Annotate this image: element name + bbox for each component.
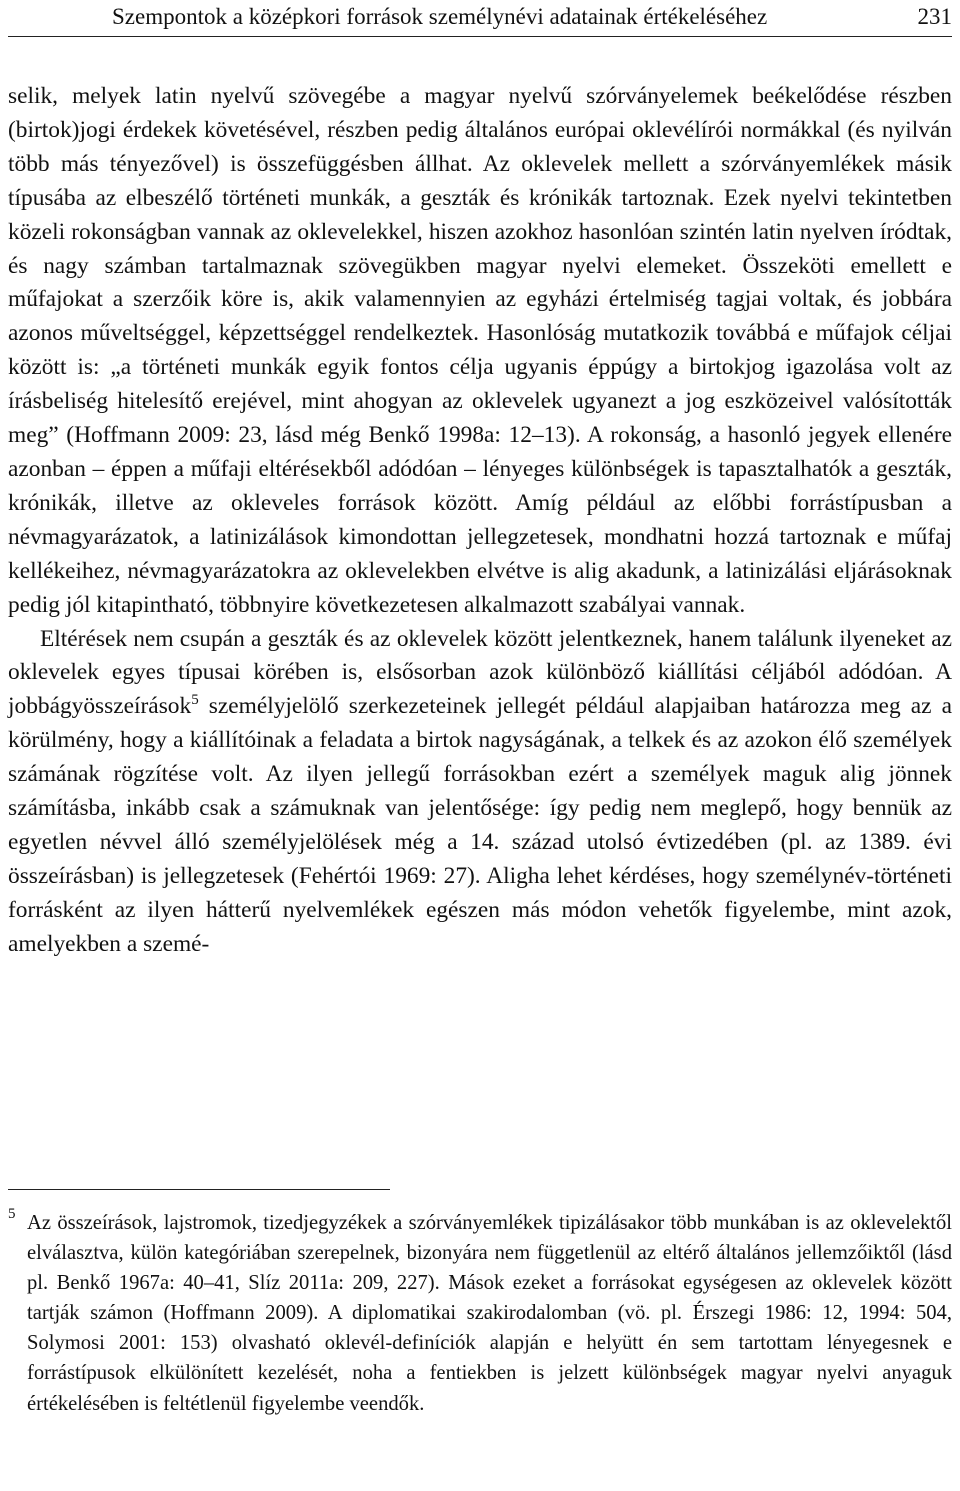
paragraph-2-text-b: személyjelölő szerkezeteinek jellegét például alapjaiban határozza meg az a körülmény, hogy a kiállítóinak a feladata a birtok nagyságának, a telkek és az azokon élő személyek számának rögzítése volt. Az ilyen jellegű forrásokban ezért a személyek maguk alig jönnek számításba, inkább csak a számuknak van jelentősége: így pedig nem meglepő, hogy bennük az egyetlen névvel álló személyjelölések még a 14. század utolsó évtizedében (pl. az 1389. évi összeírásban) is jellegzetesek (Fehértói 1969: 27). Aligha lehet kérdéses, hogy személynév-történeti forrásként az ilyen hátterű nyelvemlékek egészen más módon vehetők figyelembe, mint azok, amelyekben a szemé- bbox=[8, 693, 952, 957]
page-number: 231 bbox=[917, 4, 952, 29]
footnote bbox=[8, 1208, 952, 1419]
footnote-text: Az összeírások, lajstromok, tizedjegyzékek a szórványemlékek tipizálásakor több munkában is az oklevelektől elválasztva, külön kategóriában szerepelnek, bizonyára nem függetlenül az eltérő általános jellemzőiktől (lásd pl. Benkő 1967a: 40–41, Slíz 2011a: 209, 227). Mások ezeket a forrásokat egységesen az oklevelek között tartják számon (Hoffmann 2009). A diplomatikai szakirodalomban (vö. pl. Érszegi 1986: 12, 1994: 504, Solymosi 2001: 153) olvasható oklevél-definíciók alapján e helyütt én sem tartottam lényegesnek e forrástípusok elkülönített kezelését, noha a fentiekben is jelzett különbségek magyar nyelvi anyaguk értékelésében is feltétlenül figyelembe veendők. bbox=[27, 1212, 952, 1415]
paragraph-2 bbox=[8, 623, 952, 962]
paragraph-1: selik, melyek latin nyelvű szövegébe a magyar nyelvű szórványelemek beékelődése részben (birtok)jogi érdekek követésével, részben pedig általános európai oklevélírói normákkal (és nyilván több más tényezővel) is összefüggésben állhat. Az oklevelek mellett a szórványemlékek másik típusába az elbeszélő történeti munkák, a geszták és krónikák tartoznak. Ezek nyelvi tekintetben közeli rokonságban vannak az oklevelekkel, hiszen azokhoz hasonlóan szintén latin nyelven íródtak, és nagy számban tartalmaznak szövegükben magyar nyelvi elemeket. Összeköti emellett e műfajokat a szerzőik köre is, akik valamennyien az egyházi értelmiség tagjai voltak, és jobbára azonos műveltséggel, képzettséggel rendelkeztek. Hasonlóság mutatkozik továbbá e műfajok céljai között is: „a történeti munkák egyik fontos célja ugyanis éppúgy a birtokjog igazolása volt az írásbeliség hitelesítő erejével, mint ahogyan az oklevelek ugyanezt a jog eszközeivel valósították meg” (Hoffmann 2009: 23, lásd még Benkő 1998a: 12–13). A rokonság, a hasonló jegyek ellenére azonban – éppen a műfaji eltérésekből adódóan – lényeges különbségek is tapasztalhatók a geszták, krónikák, illetve az okleveles források között. Amíg például az előbbi forrástípusban a névmagyarázatok, a latinizálások kimondottan jellegzetesek, mondhatni hozzá tartoznak e műfaj kellékeihez, névmagyarázatokra az oklevelekben elvétve is alig akadunk, a latinizálási eljárásoknak pedig jól kitapintható, többnyire következetesen alkalmazott szabályai vannak. bbox=[8, 83, 952, 618]
footnote-reference[interactable]: 5 bbox=[191, 692, 199, 709]
footnote-divider bbox=[8, 1189, 390, 1190]
paragraph-2-text-a: Eltérések nem csupán a geszták és az oklevelek között jelentkeznek, hanem találunk ilyeneket az oklevelek egyes típusai körében is, elsősorban azok különböző kiállítási céljából adódóan. A jobbágyösszeírások bbox=[8, 625, 952, 720]
footnote-number: 5 bbox=[8, 1206, 16, 1222]
running-header bbox=[8, 2, 952, 37]
running-title: Szempontok a középkori források személynévi adatainak értékeléséhez bbox=[112, 4, 768, 29]
body-text bbox=[8, 80, 952, 962]
